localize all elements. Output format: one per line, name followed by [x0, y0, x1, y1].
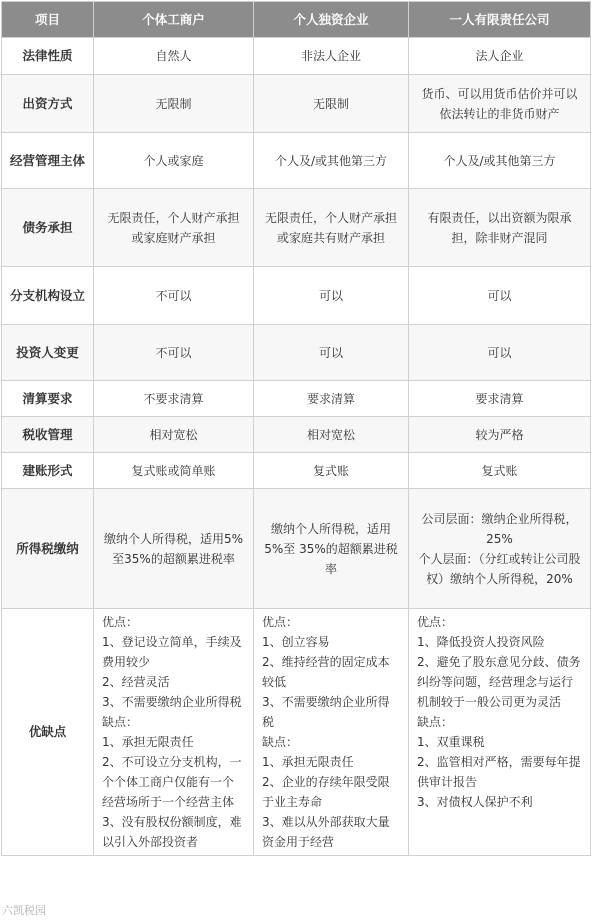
cell-line: 1、登记设立简单，手续及费用较少 — [102, 635, 242, 669]
row-label: 税收管理 — [2, 417, 94, 453]
table-cell: 自然人 — [94, 38, 254, 75]
table-row — [2, 489, 591, 609]
cell-line: 3、不需要缴纳企业所得税 — [262, 695, 390, 729]
table-cell: 无限制 — [254, 75, 409, 133]
cell-line: 2、经营灵活 — [102, 675, 170, 689]
header-item: 项目 — [2, 2, 94, 38]
cell-line: 2、避免了股东意见分歧、债务纠纷等问题，经营理念与运行机制较于一般公司更为灵活 — [417, 655, 581, 709]
table-row — [2, 38, 591, 75]
table-row — [2, 133, 591, 189]
table-cell: 无限制 — [94, 75, 254, 133]
cell-line: 2、企业的存续年限受限于业主寿命 — [262, 775, 390, 809]
table-cell: 不要求清算 — [94, 381, 254, 417]
table-row — [2, 267, 591, 325]
table-row — [2, 417, 591, 453]
table-row — [2, 325, 591, 381]
table-cell: 个人及/或其他第三方 — [409, 133, 591, 189]
table-row — [2, 381, 591, 417]
table-cell: 无限责任，个人财产承担或家庭共有财产承担 — [254, 189, 409, 267]
cell-line: 个人层面：（分红或转让公司股权）缴纳个人所得税，20% — [418, 551, 581, 586]
cell-line: 3、不需要缴纳企业所得税 — [102, 695, 242, 709]
cell-line: 1、承担无限责任 — [102, 735, 194, 749]
cell-line: 1、创立容易 — [262, 635, 330, 649]
table-cell: 有限责任，以出资额为限承担，除非财产混同 — [409, 189, 591, 267]
table-cell: 缴纳个人所得税，适用5%至35%的超额累进税率 — [94, 489, 254, 609]
table-cell — [94, 609, 254, 856]
cell-line: 优点： — [102, 615, 139, 629]
row-label: 分支机构设立 — [2, 267, 94, 325]
header-row — [2, 2, 591, 38]
table-cell — [409, 489, 591, 609]
table-cell — [254, 609, 409, 856]
table-cell: 复式账 — [409, 453, 591, 489]
table-cell: 缴纳个人所得税，适用 5%至 35%的超额累进税率 — [254, 489, 409, 609]
table-cell: 可以 — [254, 267, 409, 325]
table-cell: 要求清算 — [409, 381, 591, 417]
cell-line: 3、没有股权份额制度，难以引入外部投资者 — [102, 815, 242, 849]
table-cell: 相对宽松 — [94, 417, 254, 453]
table-cell: 可以 — [409, 267, 591, 325]
table-row — [2, 609, 591, 856]
header-one-person-llc: 一人有限责任公司 — [409, 2, 591, 38]
table-cell: 个人或家庭 — [94, 133, 254, 189]
table-cell: 法人企业 — [409, 38, 591, 75]
table-cell: 复式账 — [254, 453, 409, 489]
table-cell — [409, 609, 591, 856]
row-label: 债务承担 — [2, 189, 94, 267]
table-cell: 无限责任，个人财产承担或家庭财产承担 — [94, 189, 254, 267]
cell-line: 2、监管相对严格，需要每年提供审计报告 — [417, 755, 581, 789]
table-cell: 非法人企业 — [254, 38, 409, 75]
cell-line: 3、对债权人保护不利 — [417, 795, 533, 809]
row-label: 法律性质 — [2, 38, 94, 75]
comparison-table — [1, 1, 591, 856]
cell-line: 优点： — [417, 615, 454, 629]
table-cell: 可以 — [409, 325, 591, 381]
table-cell: 较为严格 — [409, 417, 591, 453]
cell-line: 缺点： — [262, 735, 299, 749]
row-label: 优缺点 — [2, 609, 94, 856]
cell-line: 缺点： — [417, 715, 454, 729]
cell-line: 1、双重课税 — [417, 735, 485, 749]
row-label: 投资人变更 — [2, 325, 94, 381]
cell-line: 2、维持经营的固定成本较低 — [262, 655, 390, 689]
table-cell: 不可以 — [94, 267, 254, 325]
cell-line: 3、难以从外部获取大量资金用于经营 — [262, 815, 390, 849]
header-individual-business: 个体工商户 — [94, 2, 254, 38]
table-cell: 个人及/或其他第三方 — [254, 133, 409, 189]
table-cell: 相对宽松 — [254, 417, 409, 453]
header-sole-proprietorship: 个人独资企业 — [254, 2, 409, 38]
cell-line: 缺点： — [102, 715, 139, 729]
cell-line: 2、不可设立分支机构，一个个体工商户仅能有一个经营场所于一个经营主体 — [102, 755, 242, 809]
cell-line: 优点： — [262, 615, 299, 629]
row-label: 清算要求 — [2, 381, 94, 417]
row-label: 经营管理主体 — [2, 133, 94, 189]
table-row — [2, 75, 591, 133]
row-label: 建账形式 — [2, 453, 94, 489]
cell-line: 公司层面：缴纳企业所得税，25% — [421, 511, 578, 546]
table-cell: 复式账或简单账 — [94, 453, 254, 489]
table-cell: 要求清算 — [254, 381, 409, 417]
table-cell: 不可以 — [94, 325, 254, 381]
cell-line: 1、承担无限责任 — [262, 755, 354, 769]
watermark: 六凯税园 — [2, 904, 46, 917]
table-cell: 货币、可以用货币估价并可以依法转让的非货币财产 — [409, 75, 591, 133]
table-row — [2, 453, 591, 489]
table-row — [2, 189, 591, 267]
cell-line: 1、降低投资人投资风险 — [417, 635, 545, 649]
row-label: 所得税缴纳 — [2, 489, 94, 609]
table-cell: 可以 — [254, 325, 409, 381]
row-label: 出资方式 — [2, 75, 94, 133]
